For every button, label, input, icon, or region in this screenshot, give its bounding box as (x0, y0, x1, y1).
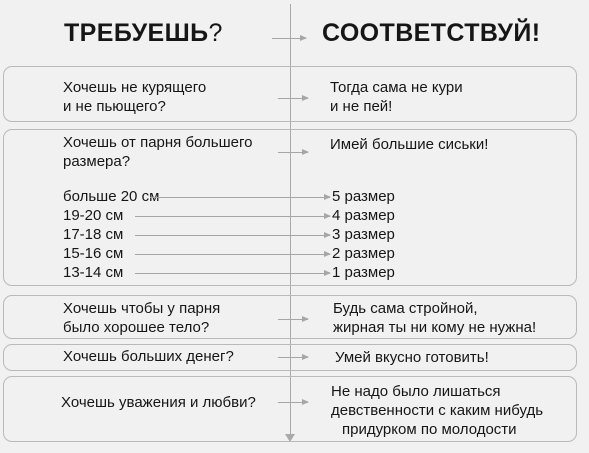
arrow-right-icon (135, 216, 330, 217)
row-body-question (63, 299, 220, 337)
size-range-label: 15-16 см (63, 245, 124, 262)
size-value-label: 1 размер (332, 264, 395, 281)
arrow-right-icon (278, 152, 308, 153)
size-value-label: 2 размер (332, 245, 395, 262)
row-smoking-answer (330, 78, 463, 116)
arrow-right-icon (278, 98, 308, 99)
header-comply: СООТВЕТСТВУЙ! (322, 19, 541, 47)
arrow-right-icon (135, 254, 330, 255)
arrow-right-icon (278, 402, 308, 403)
text-line: размера? (63, 153, 131, 170)
size-range-label: 13-14 см (63, 264, 124, 281)
row-size-answer: Имей большие сиськи! (330, 136, 489, 153)
header-demand-word: ТРЕБУЕШЬ (64, 19, 209, 47)
arrow-right-icon (272, 38, 306, 39)
header-question-mark: ? (208, 19, 223, 47)
text-line: придурком по молодости (342, 421, 517, 438)
text-line: и не пей! (330, 98, 393, 115)
row-money-answer: Умей вкусно готовить! (335, 349, 489, 366)
text-line: и не пьющего? (63, 98, 166, 115)
size-value-label: 5 размер (332, 188, 395, 205)
row-body-answer (333, 299, 536, 337)
text-line: Хочешь не курящего (63, 79, 207, 96)
text-line: Тогда сама не кури (330, 79, 463, 96)
text-line: Не надо было лишаться (331, 383, 501, 400)
row-respect-question: Хочешь уважения и любви? (61, 394, 256, 411)
arrow-right-icon (278, 319, 308, 320)
arrow-right-icon (278, 357, 308, 358)
row-size-question (63, 133, 253, 171)
arrow-right-icon (150, 197, 330, 198)
text-line: Хочешь от парня большего (63, 134, 253, 151)
text-line: жирная ты ни кому не нужна! (333, 319, 537, 336)
size-range-label: больше 20 см (63, 188, 160, 205)
text-line: Хочешь чтобы у парня (63, 300, 221, 317)
text-line: было хорошее тело? (63, 319, 210, 336)
text-line: девственности с каким нибудь (331, 402, 544, 419)
row-money-question: Хочешь больших денег? (63, 348, 234, 365)
text-line: Будь сама стройной, (333, 300, 478, 317)
row-respect-answer (331, 382, 543, 439)
size-range-label: 17-18 см (63, 226, 124, 243)
row-smoking-question (63, 78, 206, 116)
arrow-right-icon (135, 273, 330, 274)
header-demand (64, 19, 223, 48)
arrow-right-icon (135, 235, 330, 236)
size-value-label: 3 размер (332, 226, 395, 243)
size-range-label: 19-20 см (63, 207, 124, 224)
size-value-label: 4 размер (332, 207, 395, 224)
